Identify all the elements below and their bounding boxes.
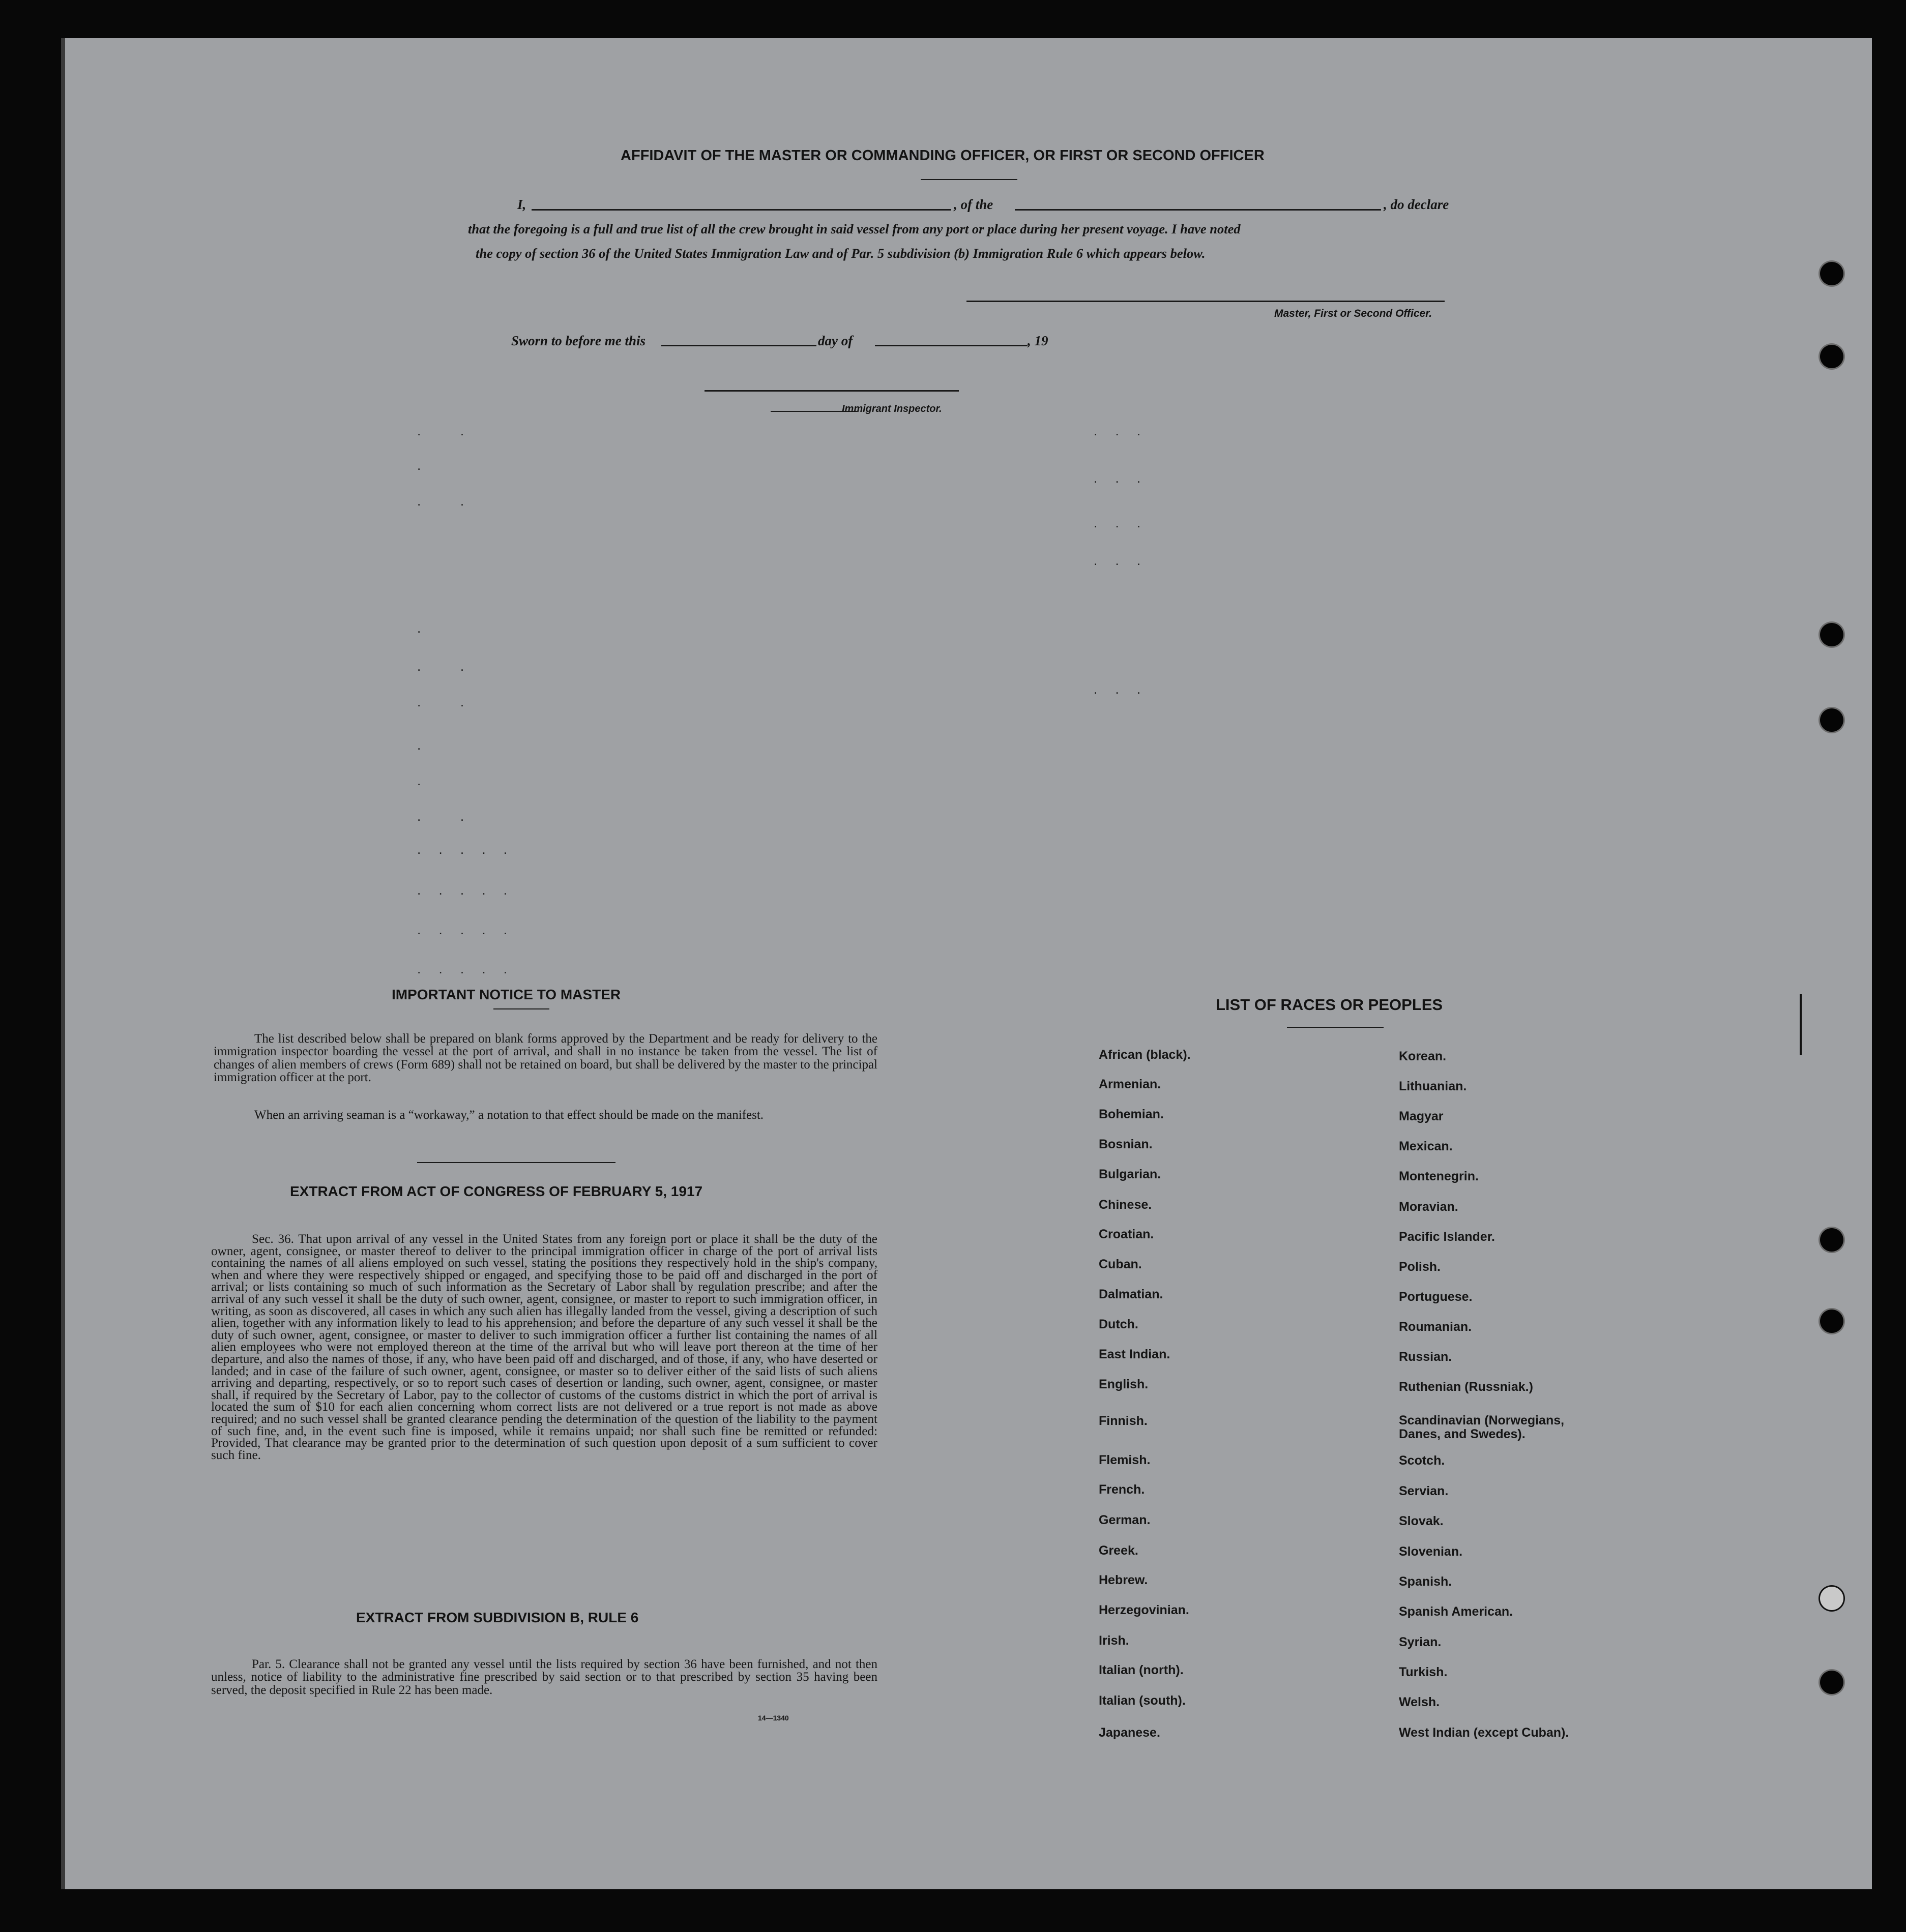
punch-hole bbox=[1820, 708, 1843, 732]
do-declare-label: , do declare bbox=[1384, 197, 1449, 212]
affidavit-line2: that the foregoing is a full and true list of all the crew brought in said vessel from any port or place during her present voyage. I have noted bbox=[468, 221, 1241, 236]
race-item: African (black). bbox=[1099, 1048, 1191, 1062]
race-item: Portuguese. bbox=[1399, 1290, 1473, 1304]
race-item: East Indian. bbox=[1099, 1347, 1170, 1361]
races-title-rule bbox=[1287, 1027, 1384, 1028]
notice-paragraph-1: The list described below shall be prepared on blank forms approved by the Department and be ready for delivery to the immigration inspector boarding the vessel at the port of arrival, and shall in no instance be taken from the vessel. The list of changes of alien members of crews (Form 689) shall not be retained on board, but shall be delivered by the master to the principal immigration officer at the port. bbox=[214, 1032, 877, 1085]
race-item: Moravian. bbox=[1399, 1200, 1458, 1214]
leader-dots: . bbox=[417, 458, 428, 473]
fold-shadow bbox=[61, 38, 65, 1889]
section-divider bbox=[417, 1162, 615, 1163]
punch-hole bbox=[1820, 623, 1843, 646]
leader-dots: . . bbox=[417, 423, 472, 438]
race-item: Lithuanian. bbox=[1399, 1079, 1467, 1093]
race-item: Montenegrin. bbox=[1399, 1169, 1479, 1183]
race-item: Bohemian. bbox=[1099, 1107, 1164, 1121]
race-item: Scandinavian (Norwegians, Danes, and Swedes). bbox=[1399, 1413, 1565, 1441]
leader-dots: . . bbox=[417, 659, 472, 674]
race-item: Spanish. bbox=[1399, 1574, 1452, 1589]
race-item: Herzegovinian. bbox=[1099, 1603, 1189, 1617]
race-item: Bulgarian. bbox=[1099, 1167, 1161, 1181]
race-item: Spanish American. bbox=[1399, 1604, 1513, 1619]
race-item: Finnish. bbox=[1099, 1414, 1148, 1428]
leader-dots: . . . . . bbox=[417, 882, 515, 898]
leader-dots: . . . bbox=[1094, 470, 1148, 486]
inspector-signature-line bbox=[705, 390, 959, 392]
act-extract-text: Sec. 36. That upon arrival of any vessel in the United States from any foreign port or place it shall be the duty of the owner, agent, consignee, or master thereof to deliver to the principal immigration officer in charge of the port of arrival lists containing the names of all aliens employed on such vessel, stating the positions they respectively hold in the ship's company, when and where they were respectively shipped or engaged, and specifying those to be paid off and discharged in the port of arrival; or lists containing so much of such information as the Secretary of Labor shall by regulation prescribe; and after the arrival of any such vessel it shall be the duty of such owner, agent, consignee, or master to report to such immigration officer, in writing, as soon as discovered, all cases in which any such alien has illegally landed from the vessel, giving a description of such alien, together with any information likely to lead to his apprehension; and before the departure of any such vessel it shall be the duty of such owner, agent, consignee, or master to deliver to such immigration officer a further list containing the names of all alien employees who were not employed thereon at the time of the arrival but who will leave port thereon at the time of her departure, and also the names of those, if any, who have been paid off and discharged, and of those, if any, who have deserted or landed; and in case of the failure of such owner, agent, consignee, or master so to deliver either of the said lists of such aliens arriving and departing, respectively, or so to report such cases of desertion or landing, such owner, agent, consignee, or master shall, if required by the Secretary of Labor, pay to the collector of customs of the customs district in which the port of arrival is located the sum of $10 for each alien concerning whom correct lists are not delivered or a true report is not made as above required; and no such vessel shall be granted clearance pending the determination of the question of the liability to the payment of such fine, and, in the event such fine is imposed, while it remains unpaid; nor shall such fine be remitted or refunded: Provided, That clearance may be granted prior to the determination of such question upon deposit of a sum sufficient to cover such fine. bbox=[211, 1232, 877, 1462]
leader-dots: . bbox=[417, 737, 428, 753]
race-item: Pacific Islander. bbox=[1399, 1230, 1495, 1244]
race-item: Dalmatian. bbox=[1099, 1287, 1163, 1301]
races-title: LIST OF RACES OR PEOPLES bbox=[1216, 996, 1443, 1014]
race-item: Polish. bbox=[1399, 1260, 1441, 1274]
name-blank-line bbox=[532, 209, 951, 211]
leader-dots: . bbox=[417, 773, 428, 788]
race-item: Hebrew. bbox=[1099, 1573, 1148, 1587]
race-item: Japanese. bbox=[1099, 1726, 1160, 1740]
rule-extract-text: Par. 5. Clearance shall not be granted any vessel until the lists required by section 36 have been furnished, and not then unless, notice of liability to the administrative fine prescribed by said section or to that prescribed by section 35 having been served, the deposit specified in Rule 22 has been made. bbox=[211, 1657, 877, 1697]
leader-dots: . . . bbox=[1094, 423, 1148, 438]
race-item: Mexican. bbox=[1399, 1139, 1453, 1153]
race-item: Flemish. bbox=[1099, 1453, 1151, 1467]
race-item: Croatian. bbox=[1099, 1227, 1154, 1241]
race-item: Slovak. bbox=[1399, 1514, 1444, 1528]
affidavit-line3: the copy of section 36 of the United States Immigration Law and of Par. 5 subdivision (b) Immigration Rule 6 which appears below. bbox=[476, 246, 1206, 261]
punch-hole bbox=[1820, 1310, 1843, 1333]
day-of-label: day of bbox=[818, 333, 853, 348]
leader-dots: . . . . . bbox=[417, 961, 515, 976]
race-item: Italian (north). bbox=[1099, 1663, 1184, 1677]
punch-hole bbox=[1820, 1671, 1843, 1694]
sworn-label: Sworn to before me this bbox=[511, 333, 646, 348]
notice-title: IMPORTANT NOTICE TO MASTER bbox=[392, 987, 621, 1002]
race-item: Cuban. bbox=[1099, 1257, 1142, 1271]
race-item: Russian. bbox=[1399, 1350, 1452, 1364]
race-item: Bosnian. bbox=[1099, 1137, 1153, 1151]
punch-hole bbox=[1820, 345, 1843, 368]
sworn-day-line bbox=[661, 345, 816, 346]
race-item: Korean. bbox=[1399, 1049, 1447, 1063]
punch-hole bbox=[1820, 1587, 1843, 1610]
notice-paragraph-2: When an arriving seaman is a “workaway,” a notation to that effect should be made on the manifest. bbox=[254, 1108, 764, 1122]
leader-dots: . . bbox=[417, 809, 472, 824]
of-the-label: , of the bbox=[954, 197, 993, 212]
race-item: Slovenian. bbox=[1399, 1544, 1463, 1559]
notice-rule bbox=[493, 1008, 549, 1009]
race-item: Roumanian. bbox=[1399, 1320, 1472, 1334]
leader-dots: . bbox=[417, 620, 428, 636]
vessel-blank-line bbox=[1015, 209, 1381, 211]
leader-dots: . . bbox=[417, 493, 472, 509]
race-item: Magyar bbox=[1399, 1109, 1444, 1123]
rule-extract-title: EXTRACT FROM SUBDIVISION B, RULE 6 bbox=[356, 1610, 639, 1625]
race-item: Irish. bbox=[1099, 1633, 1129, 1648]
inspector-label: Immigrant Inspector. bbox=[842, 403, 942, 414]
leader-dots: . . . bbox=[1094, 515, 1148, 530]
leader-dots: . . . . . bbox=[417, 922, 515, 937]
race-item: Armenian. bbox=[1099, 1077, 1161, 1091]
race-item: West Indian (except Cuban). bbox=[1399, 1726, 1569, 1740]
race-item: Dutch. bbox=[1099, 1317, 1138, 1331]
year-label: , 19 bbox=[1028, 333, 1048, 348]
form-number: 14—1340 bbox=[758, 1714, 789, 1722]
race-item: Chinese. bbox=[1099, 1198, 1152, 1212]
master-signature-label: Master, First or Second Officer. bbox=[1274, 308, 1432, 319]
master-signature-line bbox=[966, 301, 1445, 302]
punch-hole bbox=[1820, 262, 1843, 285]
leader-dots: . . . bbox=[1094, 553, 1148, 568]
race-item: Servian. bbox=[1399, 1484, 1449, 1498]
race-item: French. bbox=[1099, 1482, 1145, 1497]
form-page bbox=[61, 38, 1872, 1889]
margin-mark bbox=[1800, 994, 1802, 1055]
race-item: Italian (south). bbox=[1099, 1693, 1186, 1708]
title-rule bbox=[921, 179, 1017, 180]
leader-dots: . . . . . bbox=[417, 842, 515, 857]
act-extract-title: EXTRACT FROM ACT OF CONGRESS OF FEBRUARY 5, 1917 bbox=[290, 1183, 703, 1199]
race-item: Scotch. bbox=[1399, 1453, 1445, 1468]
race-item: Ruthenian (Russniak.) bbox=[1399, 1380, 1533, 1394]
race-item: Turkish. bbox=[1399, 1665, 1448, 1679]
affidavit-i-label: I, bbox=[517, 197, 526, 212]
punch-hole bbox=[1820, 1228, 1843, 1252]
race-item: English. bbox=[1099, 1377, 1149, 1391]
leader-dots: . . . bbox=[1094, 681, 1148, 697]
leader-dots: . . bbox=[417, 694, 472, 709]
race-item: Greek. bbox=[1099, 1543, 1138, 1558]
affidavit-title: AFFIDAVIT OF THE MASTER OR COMMANDING OFFICER, OR FIRST OR SECOND OFFICER bbox=[621, 147, 1265, 164]
race-item: Syrian. bbox=[1399, 1635, 1442, 1649]
race-item: German. bbox=[1099, 1513, 1151, 1527]
race-item: Welsh. bbox=[1399, 1695, 1440, 1709]
sworn-month-line bbox=[875, 345, 1028, 346]
